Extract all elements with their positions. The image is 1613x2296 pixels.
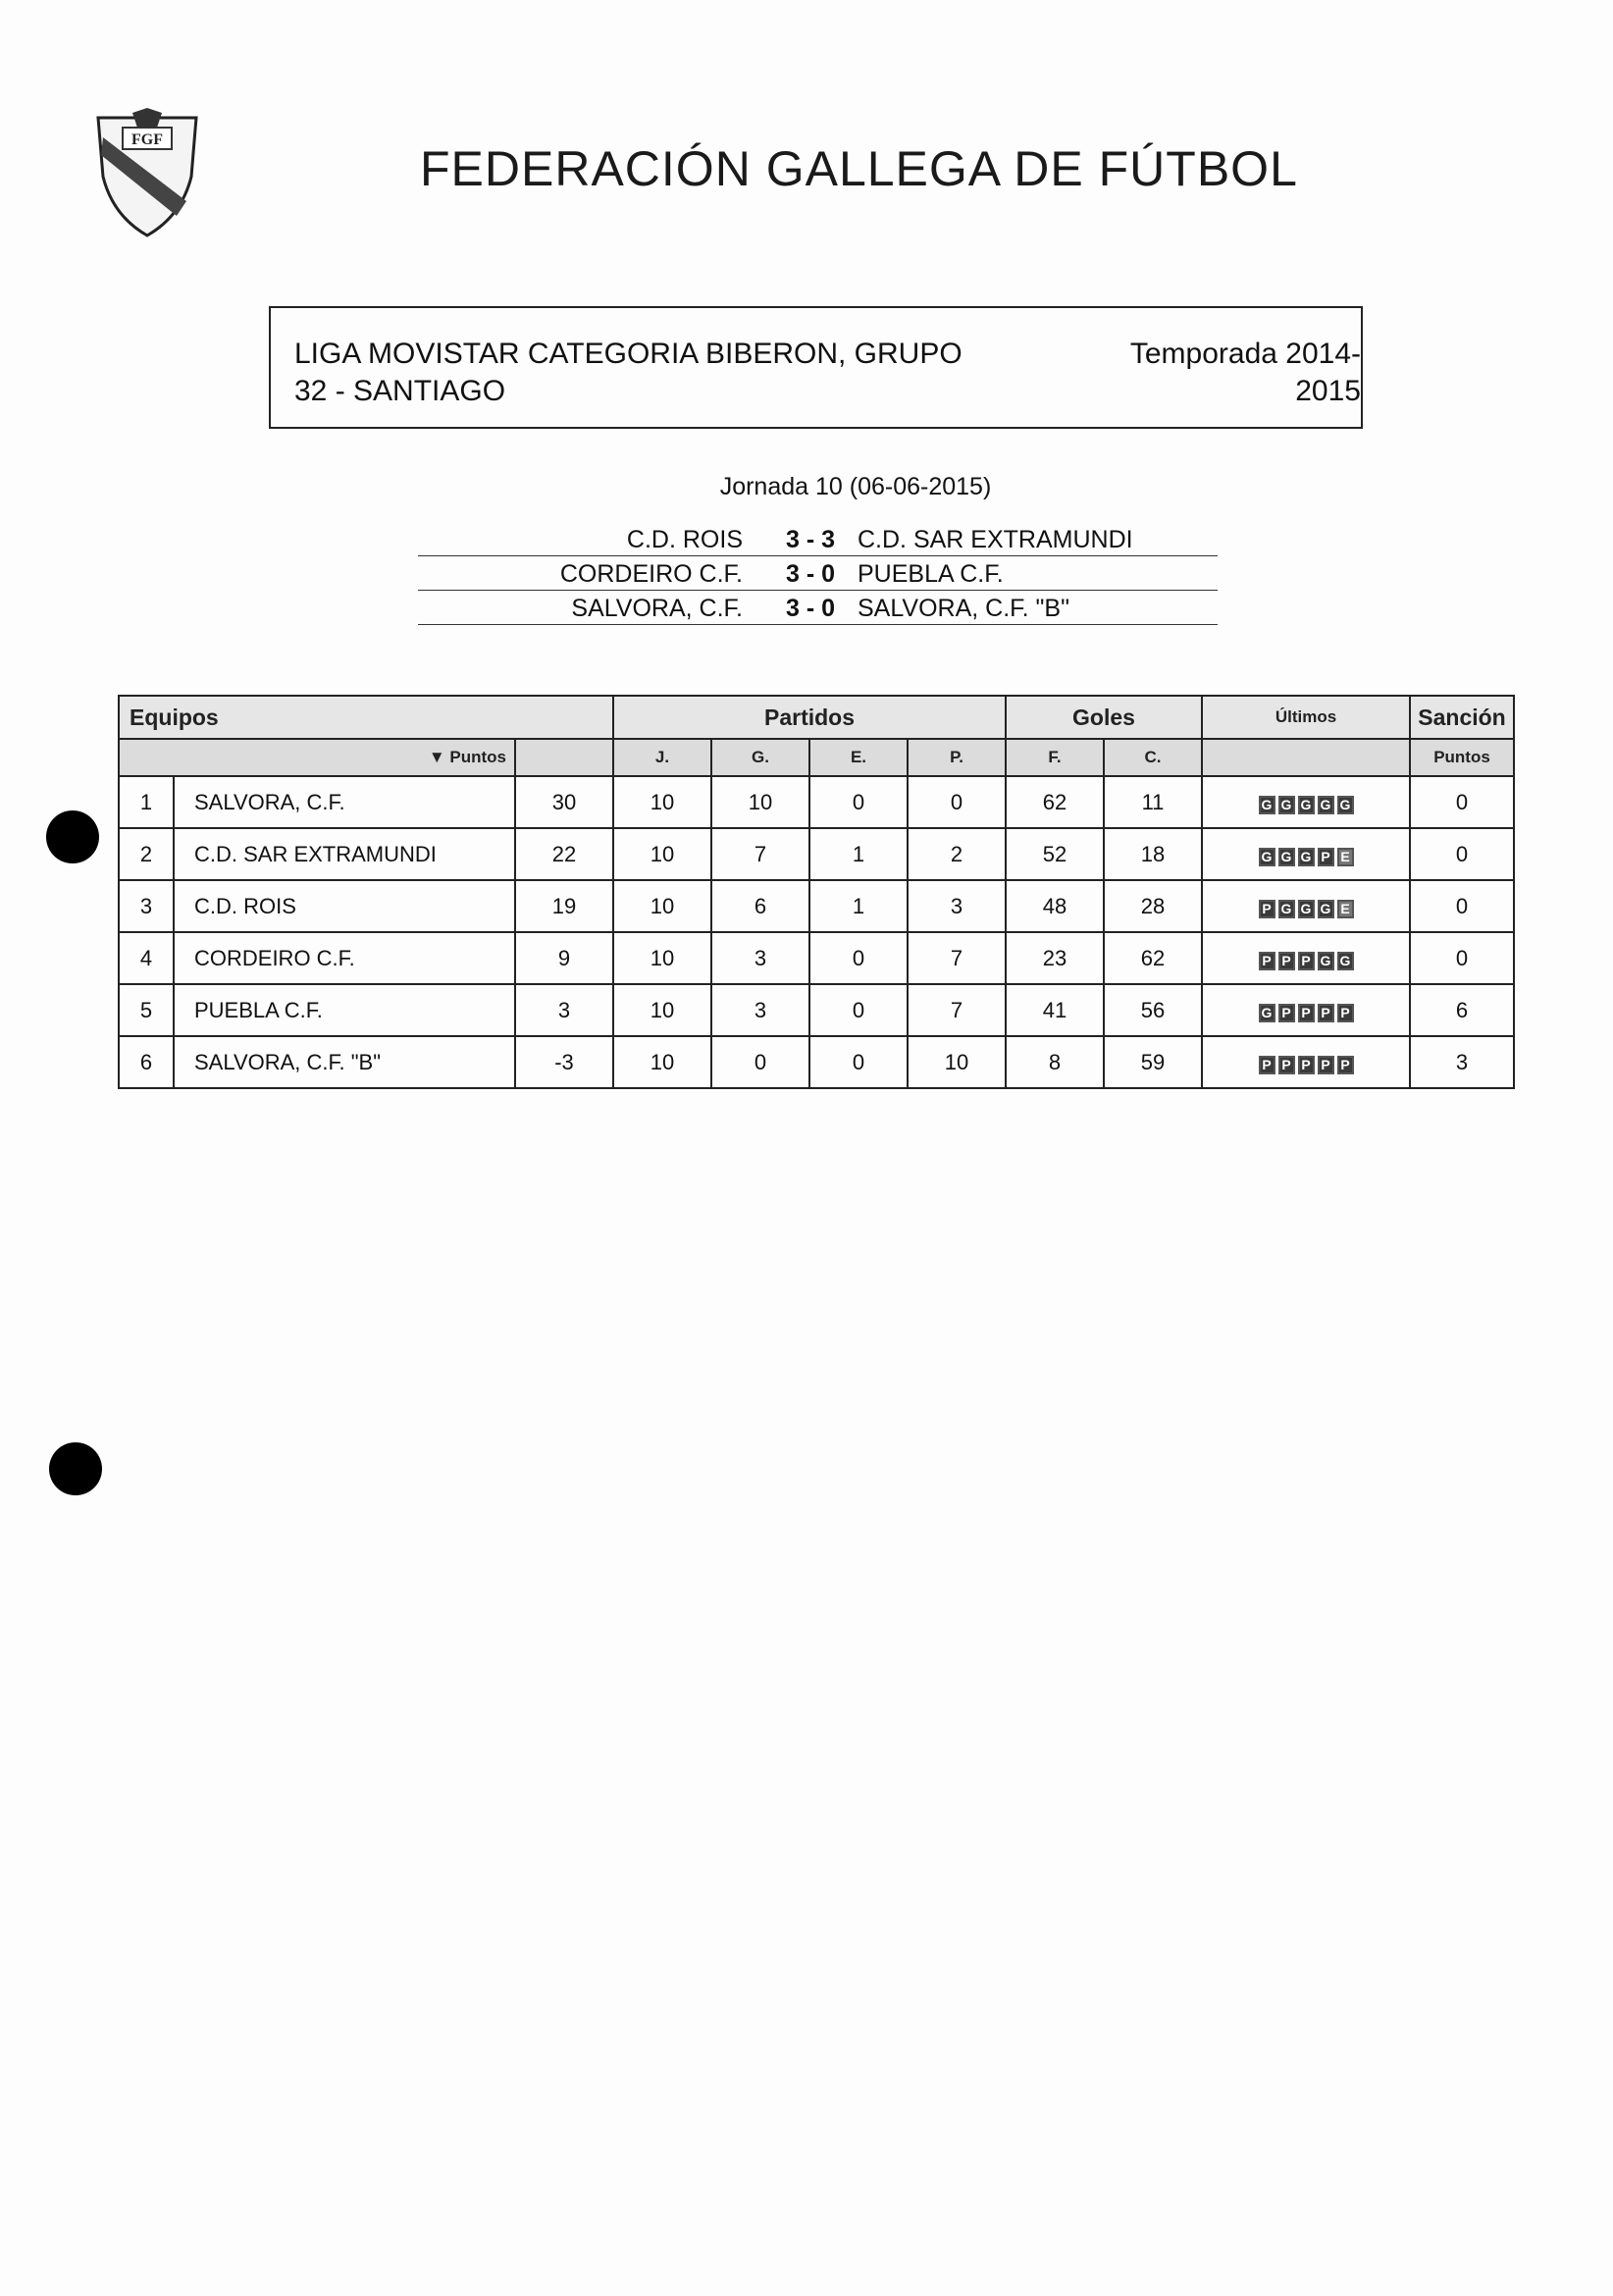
cell-j: 10	[613, 880, 711, 932]
match-away-team: PUEBLA C.F.	[858, 560, 1004, 588]
result-badge: G	[1298, 796, 1315, 814]
cell-p: 7	[908, 932, 1006, 984]
cell-j: 10	[613, 984, 711, 1036]
result-badge: G	[1318, 952, 1334, 970]
result-badge: P	[1337, 1004, 1354, 1022]
result-badge: P	[1298, 952, 1315, 970]
cell-j: 10	[613, 932, 711, 984]
cell-pos: 6	[119, 1036, 174, 1088]
cell-g: 0	[711, 1036, 809, 1088]
match-away-team: C.D. SAR EXTRAMUNDI	[858, 526, 1133, 553]
cell-team: SALVORA, C.F. "B"	[174, 1036, 515, 1088]
punch-hole	[46, 810, 99, 863]
result-badge: P	[1337, 1056, 1354, 1074]
cell-pts: 22	[515, 828, 613, 880]
result-badge: P	[1259, 1056, 1275, 1074]
header-sancion: Sanción	[1410, 696, 1514, 739]
match-row	[418, 591, 1218, 625]
match-home-team: CORDEIRO C.F.	[559, 560, 743, 588]
cell-c: 59	[1104, 1036, 1202, 1088]
result-badge: E	[1337, 848, 1354, 866]
cell-last-results	[1202, 880, 1410, 932]
result-badge: G	[1278, 848, 1295, 866]
cell-p: 7	[908, 984, 1006, 1036]
result-badge: G	[1298, 900, 1315, 918]
header-ultimos: Últimos	[1202, 696, 1410, 739]
match-score: 3 - 0	[786, 560, 836, 588]
cell-j: 10	[613, 1036, 711, 1088]
table-row	[119, 984, 1514, 1036]
column-header-g: G.	[711, 739, 809, 776]
cell-pos: 2	[119, 828, 174, 880]
page-title: FEDERACIÓN GALLEGA DE FÚTBOL	[420, 141, 1298, 196]
cell-g: 6	[711, 880, 809, 932]
cell-sancion: 0	[1410, 880, 1514, 932]
match-home-team: C.D. ROIS	[626, 526, 743, 553]
cell-pos: 4	[119, 932, 174, 984]
column-header-sancion-puntos: Puntos	[1410, 739, 1514, 776]
cell-e: 1	[809, 828, 908, 880]
result-badge: G	[1318, 796, 1334, 814]
match-row	[418, 522, 1218, 556]
season-label: Temporada 2014-2015	[1129, 338, 1361, 407]
cell-team: SALVORA, C.F.	[174, 776, 515, 828]
cell-last-results	[1202, 932, 1410, 984]
result-badge: P	[1259, 900, 1275, 918]
cell-f: 8	[1006, 1036, 1104, 1088]
result-badge: P	[1278, 1056, 1295, 1074]
result-badge: G	[1259, 848, 1275, 866]
column-header-c: C.	[1104, 739, 1202, 776]
result-badge: G	[1318, 900, 1334, 918]
cell-pos: 3	[119, 880, 174, 932]
cell-sancion: 0	[1410, 776, 1514, 828]
column-header-p: P.	[908, 739, 1006, 776]
punch-hole	[49, 1442, 102, 1495]
cell-e: 0	[809, 1036, 908, 1088]
table-row	[119, 828, 1514, 880]
result-badge: G	[1259, 796, 1275, 814]
cell-g: 7	[711, 828, 809, 880]
cell-j: 10	[613, 776, 711, 828]
header-partidos: Partidos	[613, 696, 1006, 739]
cell-f: 48	[1006, 880, 1104, 932]
cell-pos: 5	[119, 984, 174, 1036]
result-badge: P	[1318, 848, 1334, 866]
cell-e: 1	[809, 880, 908, 932]
cell-pts: 19	[515, 880, 613, 932]
column-header-puntos: Puntos	[449, 748, 506, 766]
cell-last-results	[1202, 828, 1410, 880]
cell-f: 62	[1006, 776, 1104, 828]
table-row	[119, 880, 1514, 932]
league-info-box	[269, 306, 1363, 429]
cell-c: 62	[1104, 932, 1202, 984]
cell-pts: 30	[515, 776, 613, 828]
cell-c: 11	[1104, 776, 1202, 828]
result-badge: P	[1259, 952, 1275, 970]
cell-team: C.D. ROIS	[174, 880, 515, 932]
cell-pts: 3	[515, 984, 613, 1036]
cell-f: 23	[1006, 932, 1104, 984]
column-header-f: F.	[1006, 739, 1104, 776]
header-equipos: Equipos	[119, 696, 613, 739]
result-badge: P	[1318, 1004, 1334, 1022]
cell-pts: 9	[515, 932, 613, 984]
cell-team: C.D. SAR EXTRAMUNDI	[174, 828, 515, 880]
cell-j: 10	[613, 828, 711, 880]
header-goles: Goles	[1006, 696, 1202, 739]
result-badge: P	[1278, 952, 1295, 970]
cell-e: 0	[809, 932, 908, 984]
cell-last-results	[1202, 776, 1410, 828]
cell-e: 0	[809, 776, 908, 828]
table-row	[119, 932, 1514, 984]
cell-f: 41	[1006, 984, 1104, 1036]
sort-puntos-header[interactable]	[119, 739, 515, 776]
cell-team: PUEBLA C.F.	[174, 984, 515, 1036]
fgf-crest-icon	[93, 108, 201, 240]
result-badge: G	[1278, 900, 1295, 918]
result-badge: P	[1318, 1056, 1334, 1074]
result-badge: G	[1337, 796, 1354, 814]
cell-g: 3	[711, 932, 809, 984]
league-name: LIGA MOVISTAR CATEGORIA BIBERON, GRUPO 32 - SANTIAGO	[294, 338, 963, 407]
cell-last-results	[1202, 984, 1410, 1036]
round-label: Jornada 10 (06-06-2015)	[719, 473, 992, 500]
result-badge: G	[1298, 848, 1315, 866]
cell-sancion: 0	[1410, 932, 1514, 984]
cell-g: 10	[711, 776, 809, 828]
cell-pts: -3	[515, 1036, 613, 1088]
cell-team: CORDEIRO C.F.	[174, 932, 515, 984]
match-home-team: SALVORA, C.F.	[571, 595, 743, 622]
cell-p: 0	[908, 776, 1006, 828]
cell-pos: 1	[119, 776, 174, 828]
cell-p: 10	[908, 1036, 1006, 1088]
match-score: 3 - 0	[786, 595, 836, 622]
cell-sancion: 0	[1410, 828, 1514, 880]
cell-last-results	[1202, 1036, 1410, 1088]
cell-c: 56	[1104, 984, 1202, 1036]
cell-c: 18	[1104, 828, 1202, 880]
result-badge: P	[1298, 1004, 1315, 1022]
match-results	[418, 522, 1218, 625]
result-badge: G	[1259, 1004, 1275, 1022]
cell-sancion: 3	[1410, 1036, 1514, 1088]
result-badge: E	[1337, 900, 1354, 918]
cell-f: 52	[1006, 828, 1104, 880]
cell-c: 28	[1104, 880, 1202, 932]
cell-p: 2	[908, 828, 1006, 880]
column-header-j: J.	[613, 739, 711, 776]
table-row	[119, 1036, 1514, 1088]
match-away-team: SALVORA, C.F. "B"	[858, 595, 1069, 622]
cell-e: 0	[809, 984, 908, 1036]
result-badge: G	[1337, 952, 1354, 970]
standings-table	[118, 695, 1515, 1089]
cell-p: 3	[908, 880, 1006, 932]
table-row	[119, 776, 1514, 828]
cell-g: 3	[711, 984, 809, 1036]
result-badge: G	[1278, 796, 1295, 814]
match-score: 3 - 3	[786, 526, 836, 553]
cell-sancion: 6	[1410, 984, 1514, 1036]
match-row	[418, 556, 1218, 591]
svg-text:FGF: FGF	[131, 131, 163, 148]
result-badge: P	[1298, 1056, 1315, 1074]
sort-desc-icon: ▼	[428, 748, 445, 766]
column-header-e: E.	[809, 739, 908, 776]
result-badge: P	[1278, 1004, 1295, 1022]
